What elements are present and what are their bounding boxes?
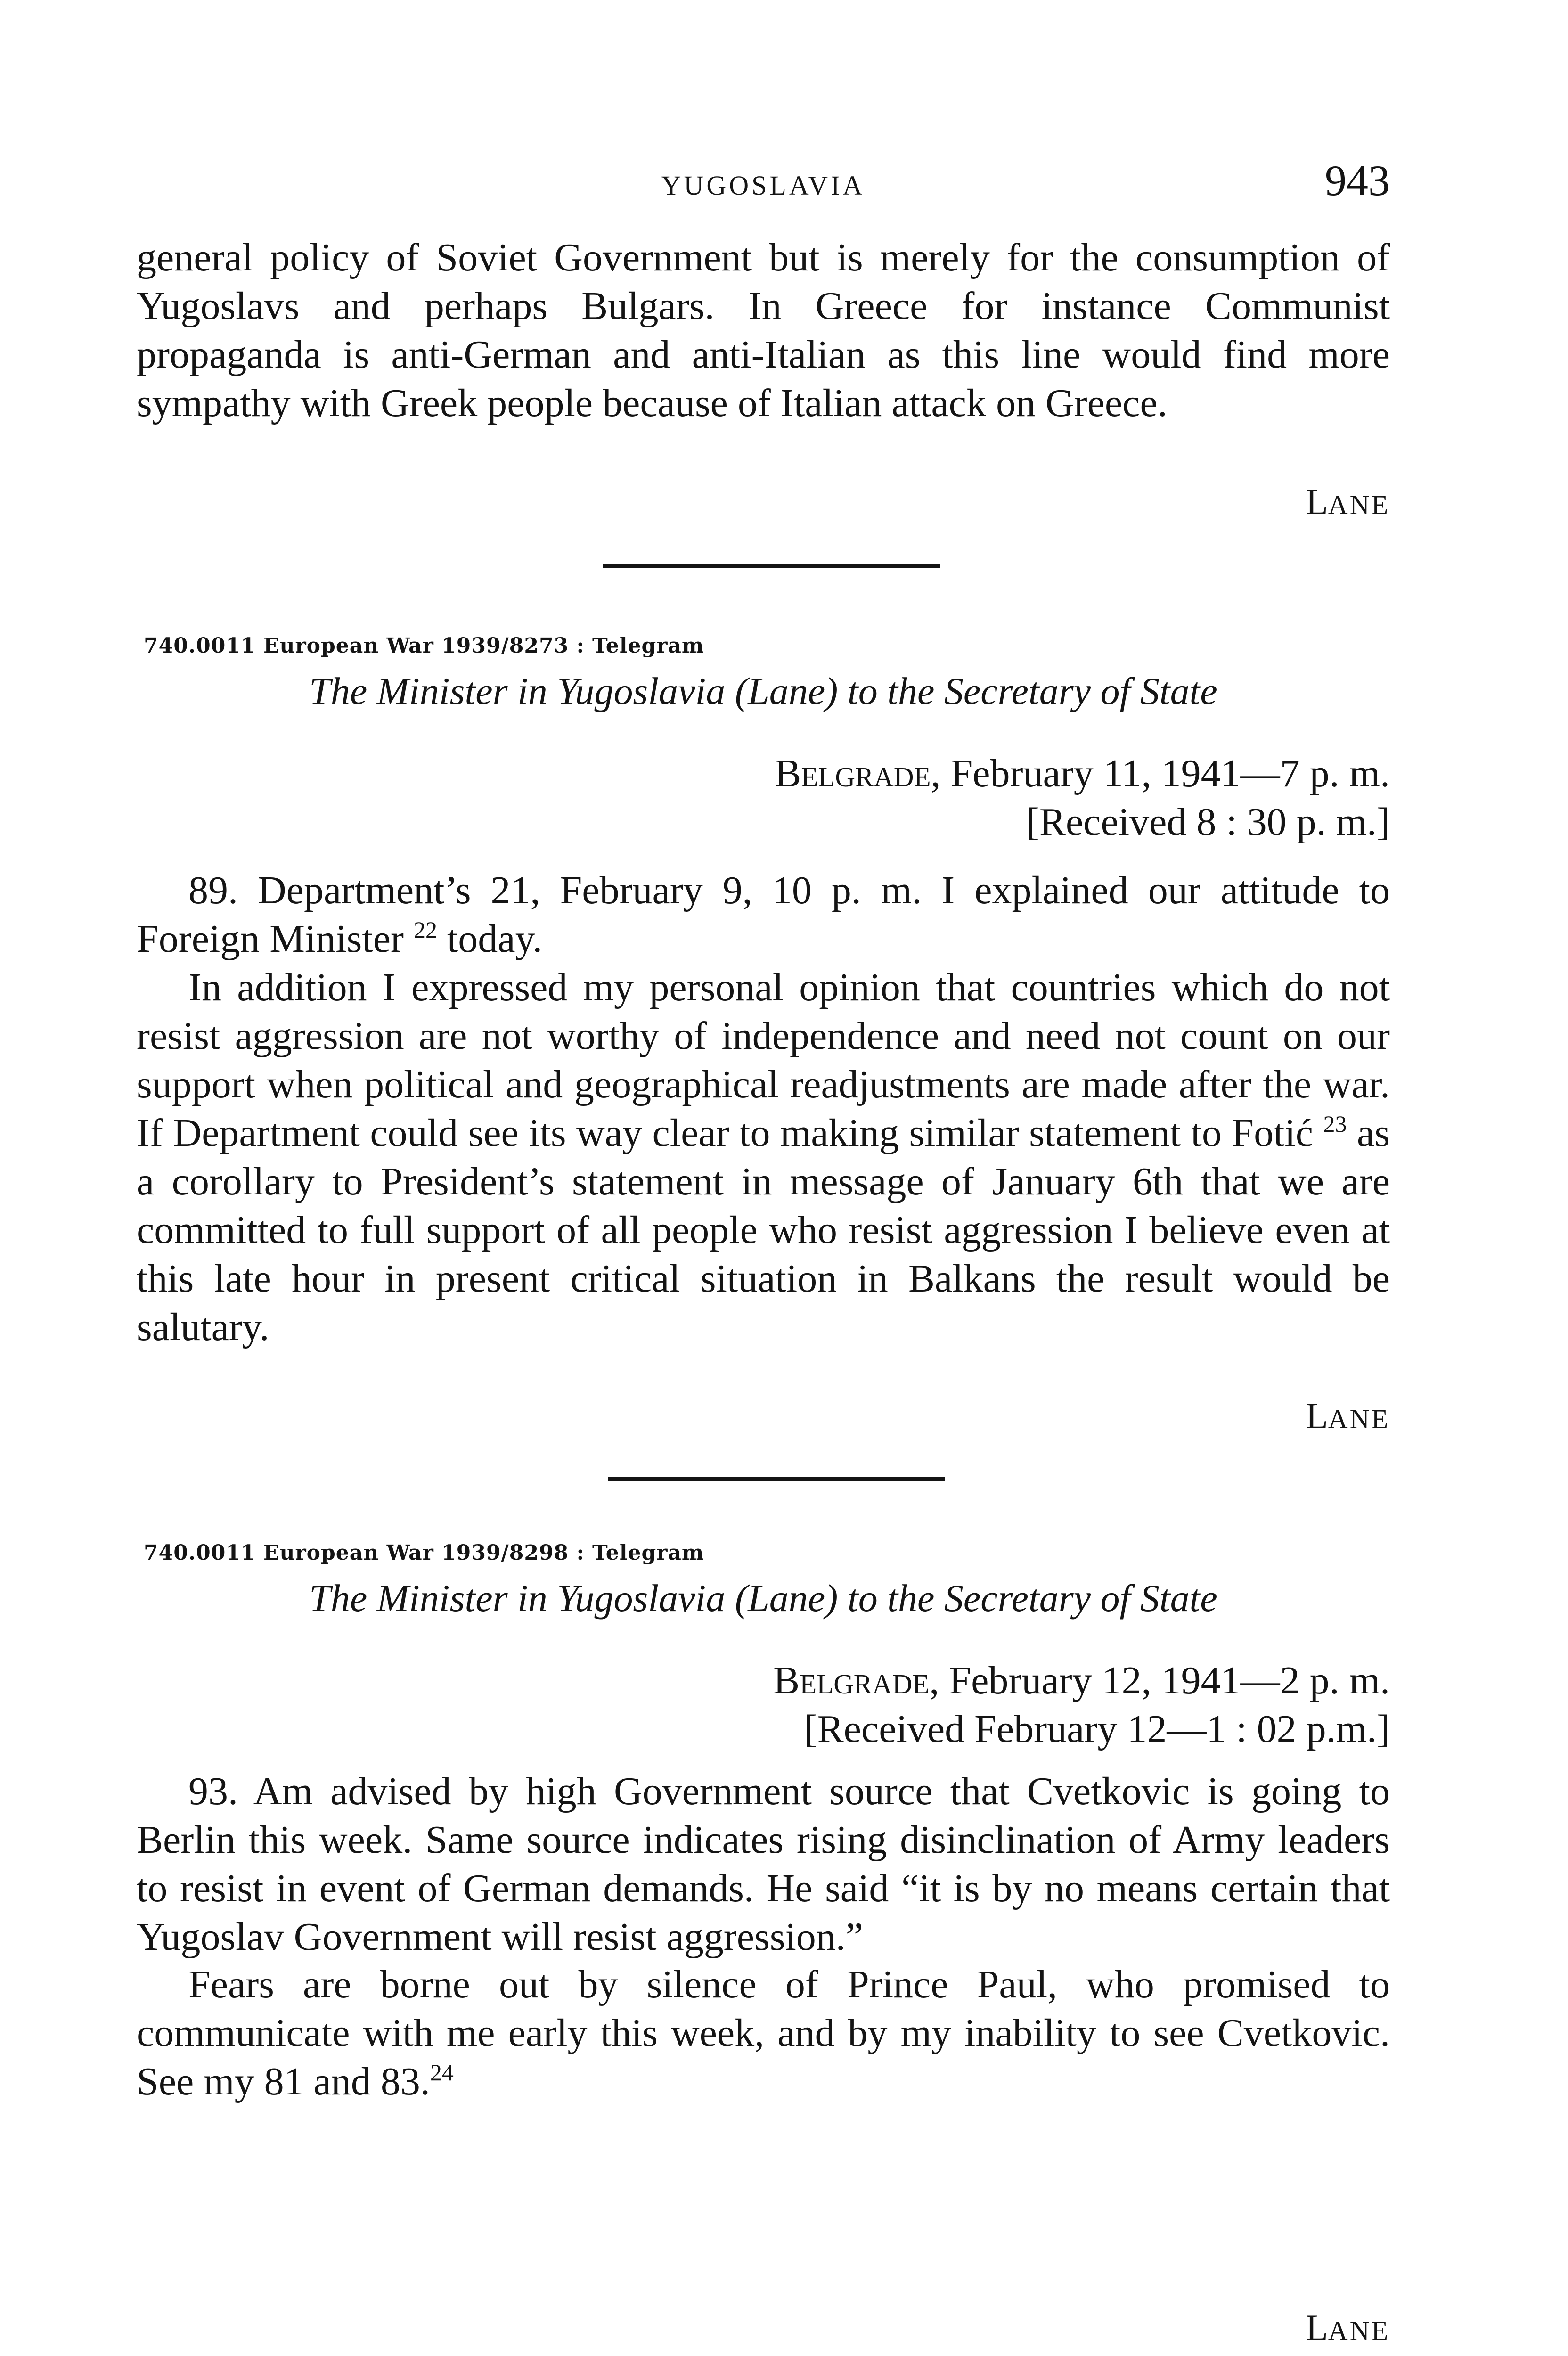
telegram-paragraph: 93. Am advised by high Government source that Cvetkovic is going to Berlin this week. Same source indicates rising disinclination of Army leaders to resist in event of German demands. He said “it is by no means certain that Yugoslav Government will resist aggression.”: [137, 1769, 1390, 1959]
paragraph-text: In addition I expressed my personal opinion that countries which do not resist aggression are not worthy of independence and need not count on our support when political and geographical readjustments are made after the war. If Department could see its way clear to making similar statement to Fotić: [137, 965, 1390, 1155]
dateline-place: Belgrade,: [775, 752, 941, 795]
continuation-signature: LANE: [1306, 481, 1390, 522]
file-reference: 740.0011 European War 1939/8273 : Telegram: [144, 634, 704, 658]
dateline-line: [773, 1656, 1390, 1705]
dateline-date: February 11, 1941—7 p. m.: [950, 752, 1390, 795]
received-line: [Received 8 : 30 p. m.]: [1026, 800, 1390, 844]
received-line: [Received February 12—1 : 02 p.m.]: [804, 1707, 1390, 1751]
dateline-line: [775, 749, 1390, 798]
dateline: [775, 749, 1390, 846]
document-title: The Minister in Yugoslavia (Lane) to the Secretary of State: [309, 1577, 1217, 1620]
paragraph-text: 89. Department’s 21, February 9, 10 p. m. I explained our attitude to Foreign Minister: [137, 868, 1390, 961]
dateline-date: February 12, 1941—2 p. m.: [949, 1659, 1390, 1702]
signature-rest: ANE: [1328, 490, 1390, 520]
dateline-place: Belgrade,: [773, 1659, 939, 1702]
page-number: 943: [1325, 156, 1390, 205]
document-title: The Minister in Yugoslavia (Lane) to the Secretary of State: [309, 670, 1217, 712]
telegram-signature: LANE: [1306, 1395, 1390, 1436]
paragraph-text: as a corollary to President’s statement in message of January 6th that we are committed to full support of all people who resist aggression I believe even at this late hour in present critical situation in Balkans the result would be salutary.: [137, 1111, 1390, 1349]
section-divider: [603, 564, 940, 568]
telegram-signature: LANE: [1306, 2307, 1390, 2348]
telegram-paragraph: [137, 866, 1390, 963]
continuation-paragraph: general policy of Soviet Government but is merely for the consumption of Yugoslavs and perhaps Bulgars. In Greece for instance Communist propaganda is anti-German and anti-Italian as this line would find more sympathy with Greek people because of Italian attack on Greece.: [137, 236, 1390, 425]
file-reference: 740.0011 European War 1939/8298 : Telegram: [144, 1541, 704, 1565]
footnote-reference: 24: [430, 2059, 454, 2086]
telegram-paragraph: [137, 1960, 1390, 2106]
signature-rest: ANE: [1328, 2315, 1390, 2346]
running-title: YUGOSLAVIA: [661, 170, 866, 201]
paragraph-text: Fears are borne out by silence of Prince Paul, who promised to communicate with me early this week, and by my inability to see Cvetkovic. See my 81 and 83.: [137, 1963, 1390, 2103]
footnote-reference: 23: [1323, 1111, 1347, 1137]
paragraph-text: today.: [447, 917, 543, 961]
signature-rest: ANE: [1328, 1404, 1390, 1434]
section-divider: [608, 1477, 945, 1481]
running-head: [137, 155, 1390, 207]
dateline: [773, 1656, 1390, 1753]
footnote-reference: 22: [413, 916, 437, 943]
telegram-paragraph: [137, 963, 1390, 1351]
